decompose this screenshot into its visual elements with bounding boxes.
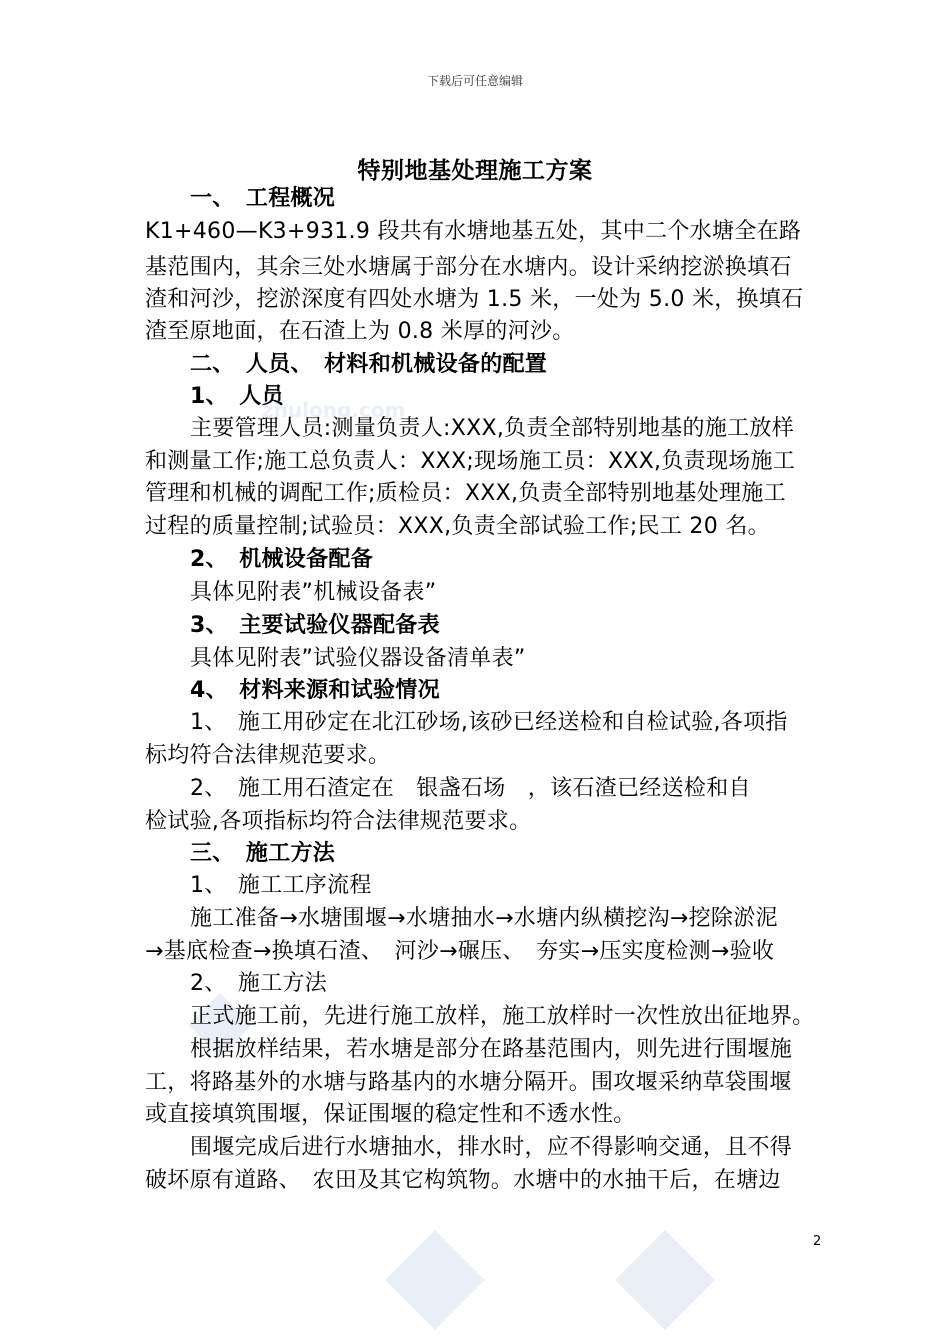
page-number: 2 [813,1234,822,1249]
paragraph-line: 检试验,各项指标均符合法律规范要求。 [145,809,532,834]
section-heading: 二、 人员、 材料和机械设备的配置 [190,352,548,377]
paragraph-line: 具体见附表”试验仪器设备清单表” [190,646,526,671]
watermark-logo-icon [380,1225,490,1335]
paragraph-line: 渣至原地面，在石渣上为 0.8 米厚的河沙。 [145,319,575,344]
paragraph-line: 管理和机械的调配工作;质检员：XXX,负责全部特别地基处理施工 [145,481,786,506]
subsection-heading: 2、 机械设备配备 [190,547,374,572]
subsection-heading: 1、 施工工序流程 [190,873,372,898]
paragraph-line: 围堰完成后进行水塘抽水，排水时，应不得影响交通，且不得 [190,1135,793,1160]
subsection-heading: 1、 人员 [190,384,284,409]
paragraph-line: 工，将路基外的水塘与路基内的水塘分隔开。围攻堰采纳草袋围堰 [145,1070,792,1095]
paragraph-line: 标均符合法律规范要求。 [145,743,391,768]
watermark-logo-icon [610,1225,720,1335]
paragraph-line: 1、 施工用砂定在北江砂场,该砂已经送检和自检试验,各项指 [190,710,788,735]
watermark-text: zhulong.com [262,398,406,422]
section-heading: 三、 施工方法 [190,841,336,866]
paragraph-line: 渣和河沙，挖淤深度有四处水塘为 1.5 米，一处为 5.0 米，换填石 [145,287,804,312]
paragraph-line: 和测量工作;施工总负责人：XXX;现场施工员：XXX,负责现场施工 [145,449,796,474]
header-note: 下载后可任意编辑 [426,74,523,88]
section-heading: 一、 工程概况 [190,186,336,211]
paragraph-line: K1+460—K3+931.9 段共有水塘地基五处，其中二个水塘全在路 [145,219,802,244]
document-title: 特别地基处理施工方案 [357,158,593,184]
paragraph-line: 过程的质量控制;试验员：XXX,负责全部试验工作;民工 20 名。 [145,514,770,539]
paragraph-line: 2、 施工用石渣定在 银盏石场 ，该石渣已经送检和自 [190,776,751,801]
paragraph-line: 正式施工前，先进行施工放样，施工放样时一次性放出征地界。 [190,1004,815,1029]
paragraph-line: 具体见附表”机械设备表” [190,580,437,605]
paragraph-line: 施工准备→水塘围堰→水塘抽水→水塘内纵横挖沟→挖除淤泥 [190,906,778,931]
paragraph-line: 主要管理人员:测量负责人:XXX,负责全部特别地基的施工放样 [190,416,795,441]
paragraph-line: →基底检查→换填石渣、 河沙→碾压、 夯实→压实度检测→验收 [145,939,775,964]
paragraph-line: 根据放样结果，若水塘是部分在路基范围内，则先进行围堰施 [190,1037,793,1062]
subsection-heading: 4、 材料来源和试验情况 [190,678,440,703]
subsection-heading: 3、 主要试验仪器配备表 [190,613,440,638]
paragraph-line: 或直接填筑围堰，保证围堰的稳定性和不透水性。 [145,1102,636,1127]
subsection-heading: 2、 施工方法 [190,971,328,996]
paragraph-line: 基范围内，其余三处水塘属于部分在水塘内。设计采纳挖淤换填石 [145,255,792,280]
paragraph-line: 破坏原有道路、 农田及其它构筑物。水塘中的水抽干后，在塘边 [145,1168,781,1193]
